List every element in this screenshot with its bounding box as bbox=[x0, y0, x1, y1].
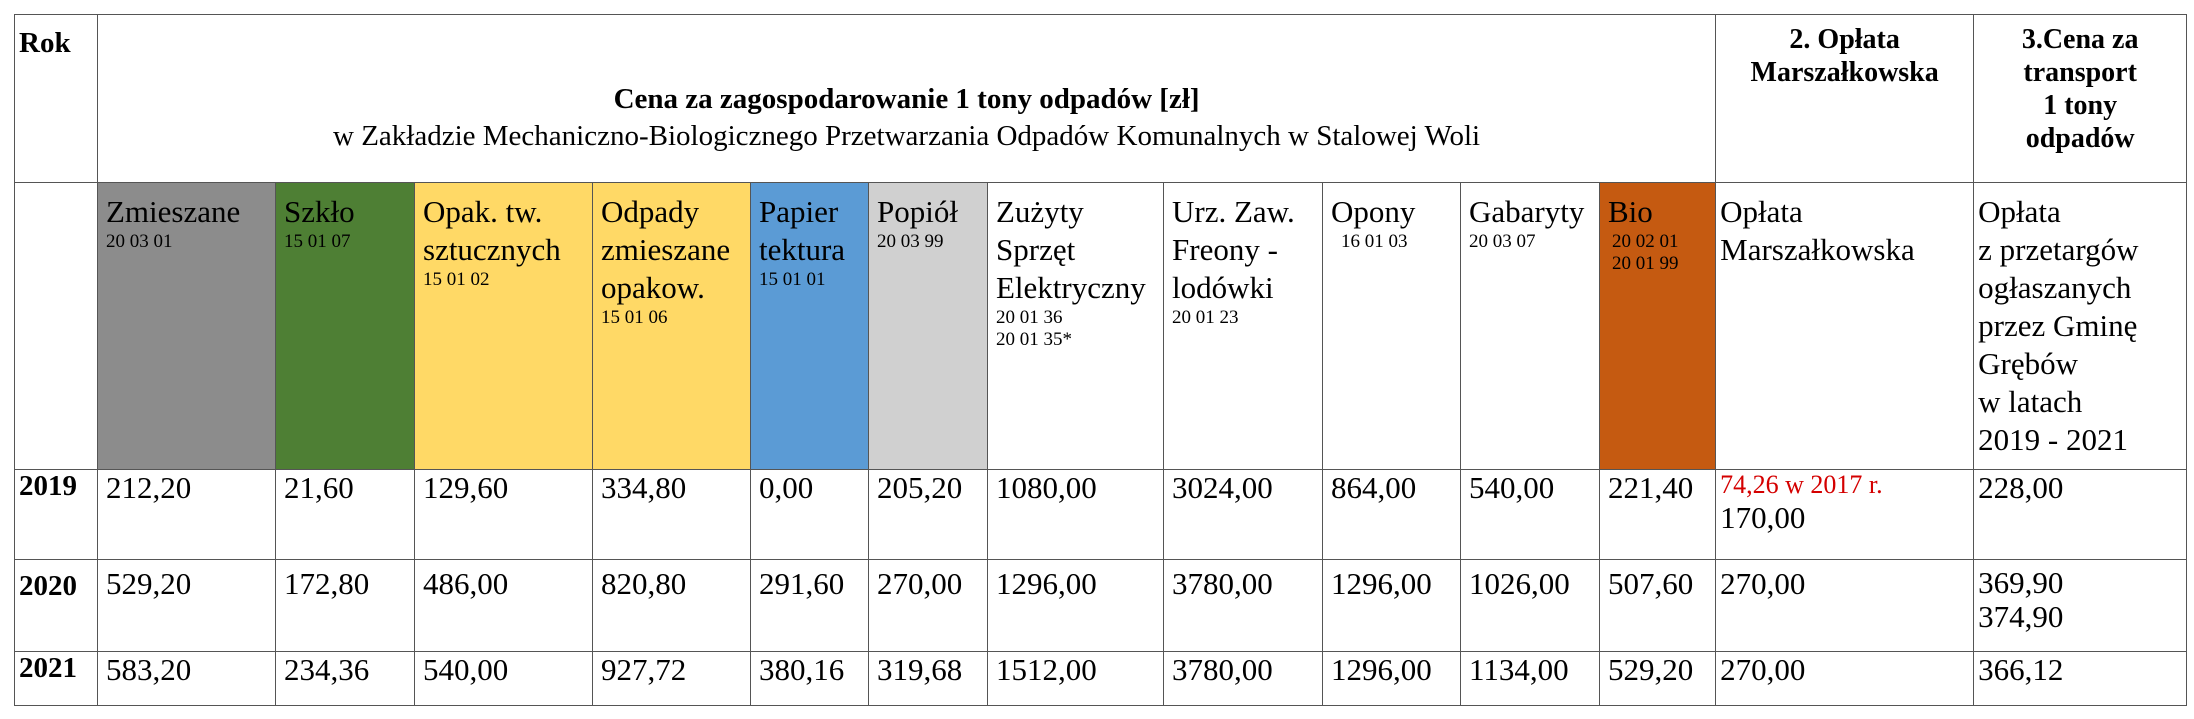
value-cell: 529,20 bbox=[98, 560, 276, 652]
transport-value: 369,90 bbox=[1978, 565, 2064, 600]
category-odpady-zmieszane-opakow bbox=[593, 183, 751, 470]
main-header bbox=[98, 15, 1716, 183]
value-cell: 234,36 bbox=[276, 652, 415, 706]
year-cell: 2020 bbox=[15, 560, 98, 652]
category-name: ogłaszanych bbox=[1978, 270, 2132, 305]
value-cell: 129,60 bbox=[415, 470, 593, 560]
category-code: 15 01 02 bbox=[423, 269, 490, 290]
value-cell: 3780,00 bbox=[1164, 652, 1323, 706]
category-row bbox=[15, 183, 2187, 470]
empty-cell bbox=[15, 183, 98, 470]
value-cell: 529,20 bbox=[1600, 652, 1716, 706]
value-cell: 319,68 bbox=[869, 652, 988, 706]
table-row-2021 bbox=[15, 652, 2187, 706]
transport-value: 374,90 bbox=[1978, 599, 2064, 634]
value-cell: 1026,00 bbox=[1461, 560, 1600, 652]
category-code: 20 03 99 bbox=[877, 231, 944, 252]
category-name: Opony bbox=[1331, 194, 1416, 229]
category-bio bbox=[1600, 183, 1716, 470]
transport-header-line: 3.Cena za bbox=[2021, 24, 2139, 55]
category-code: 15 01 01 bbox=[759, 269, 826, 290]
category-name: Szkło bbox=[284, 194, 355, 229]
category-opak-tw-sztucznych bbox=[415, 183, 593, 470]
value-cell: 540,00 bbox=[415, 652, 593, 706]
value-cell: 380,16 bbox=[751, 652, 869, 706]
marszalkowska-value: 170,00 bbox=[1720, 500, 1806, 535]
value-cell: 583,20 bbox=[98, 652, 276, 706]
year-cell: 2019 bbox=[15, 470, 98, 560]
value-cell: 864,00 bbox=[1323, 470, 1461, 560]
category-code: 20 01 99 bbox=[1612, 253, 1679, 274]
category-name: z przetargów bbox=[1978, 232, 2139, 267]
value-cell: 540,00 bbox=[1461, 470, 1600, 560]
value-cell: 270,00 bbox=[869, 560, 988, 652]
category-name: przez Gminę bbox=[1978, 308, 2138, 343]
category-opony bbox=[1323, 183, 1461, 470]
value-cell: 1296,00 bbox=[988, 560, 1164, 652]
value-cell: 212,20 bbox=[98, 470, 276, 560]
value-cell: 205,20 bbox=[869, 470, 988, 560]
transport-header-line: odpadów bbox=[2025, 123, 2135, 154]
value-cell: 3780,00 bbox=[1164, 560, 1323, 652]
category-name: Bio bbox=[1608, 194, 1653, 229]
year-cell: 2021 bbox=[15, 652, 98, 706]
main-title: Cena za zagospodarowanie 1 tony odpadów [zł] bbox=[613, 82, 1200, 115]
value-cell: 1080,00 bbox=[988, 470, 1164, 560]
category-oplata-transport bbox=[1974, 183, 2187, 470]
value-cell: 0,00 bbox=[751, 470, 869, 560]
category-code: 15 01 06 bbox=[601, 307, 668, 328]
category-name: Gabaryty bbox=[1469, 194, 1585, 229]
value-cell: 1296,00 bbox=[1323, 560, 1461, 652]
category-name: Urz. Zaw. Freony - lodówki bbox=[1172, 194, 1295, 305]
transport-header-line: 1 tony bbox=[2043, 90, 2118, 121]
value-cell: 334,80 bbox=[593, 470, 751, 560]
value-cell: 1296,00 bbox=[1323, 652, 1461, 706]
transport-header bbox=[1974, 15, 2187, 183]
value-cell: 172,80 bbox=[276, 560, 415, 652]
category-freony-lodowki bbox=[1164, 183, 1323, 470]
value-cell: 486,00 bbox=[415, 560, 593, 652]
category-code: 20 01 23 bbox=[1172, 307, 1239, 328]
category-name: Opłata bbox=[1978, 194, 2061, 229]
category-name: Zużyty Sprzęt Elektryczny bbox=[996, 194, 1146, 305]
rok-header: Rok bbox=[15, 15, 98, 183]
category-name: Odpady zmieszane opakow. bbox=[601, 194, 731, 305]
category-name: w latach bbox=[1978, 384, 2083, 419]
category-code: 15 01 07 bbox=[284, 231, 351, 252]
category-name: Popiół bbox=[877, 194, 958, 229]
header-row bbox=[15, 15, 2187, 183]
marszalkowska-header: 2. Opłata Marszałkowska bbox=[1716, 15, 1974, 183]
category-oplata-marszalkowska bbox=[1716, 183, 1974, 470]
value-cell: 1134,00 bbox=[1461, 652, 1600, 706]
value-cell: 1512,00 bbox=[988, 652, 1164, 706]
marszalkowska-cell: 270,00 bbox=[1716, 560, 1974, 652]
value-cell: 21,60 bbox=[276, 470, 415, 560]
category-code: 20 01 35* bbox=[996, 329, 1072, 350]
marszalkowska-cell: 270,00 bbox=[1716, 652, 1974, 706]
category-code: 20 03 07 bbox=[1469, 231, 1536, 252]
category-zmieszane bbox=[98, 183, 276, 470]
table-row-2019 bbox=[15, 470, 2187, 560]
category-name: Opak. tw. sztucznych bbox=[423, 194, 561, 267]
category-name: Papier tektura bbox=[759, 194, 846, 267]
category-papier-tektura bbox=[751, 183, 869, 470]
value-cell: 820,80 bbox=[593, 560, 751, 652]
transport-header-line: transport bbox=[2023, 57, 2137, 88]
category-zuzyty-sprzet bbox=[988, 183, 1164, 470]
category-code: 20 02 01 bbox=[1612, 231, 1679, 252]
price-table bbox=[14, 14, 2187, 706]
marszalkowska-note: 74,26 w 2017 r. bbox=[1720, 470, 1883, 499]
transport-cell: 228,00 bbox=[1974, 470, 2187, 560]
category-name: Zmieszane bbox=[106, 194, 241, 229]
main-subtitle: w Zakładzie Mechaniczno-Biologicznego Przetwarzania Odpadów Komunalnych w Stalowej Woli bbox=[333, 119, 1481, 152]
transport-cell bbox=[1974, 560, 2187, 652]
category-name: Marszałkowska bbox=[1720, 232, 1915, 267]
category-name: Opłata bbox=[1720, 194, 1803, 229]
transport-cell: 366,12 bbox=[1974, 652, 2187, 706]
category-szklo bbox=[276, 183, 415, 470]
value-cell: 221,40 bbox=[1600, 470, 1716, 560]
table-row-2020 bbox=[15, 560, 2187, 652]
value-cell: 927,72 bbox=[593, 652, 751, 706]
value-cell: 507,60 bbox=[1600, 560, 1716, 652]
value-cell: 3024,00 bbox=[1164, 470, 1323, 560]
value-cell: 291,60 bbox=[751, 560, 869, 652]
category-name: 2019 - 2021 bbox=[1978, 422, 2128, 457]
category-name: Grębów bbox=[1978, 346, 2079, 381]
category-code: 20 03 01 bbox=[106, 231, 173, 252]
category-gabaryty bbox=[1461, 183, 1600, 470]
marszalkowska-cell bbox=[1716, 470, 1974, 560]
category-code: 16 01 03 bbox=[1341, 231, 1408, 252]
category-code: 20 01 36 bbox=[996, 307, 1063, 328]
category-popiol bbox=[869, 183, 988, 470]
